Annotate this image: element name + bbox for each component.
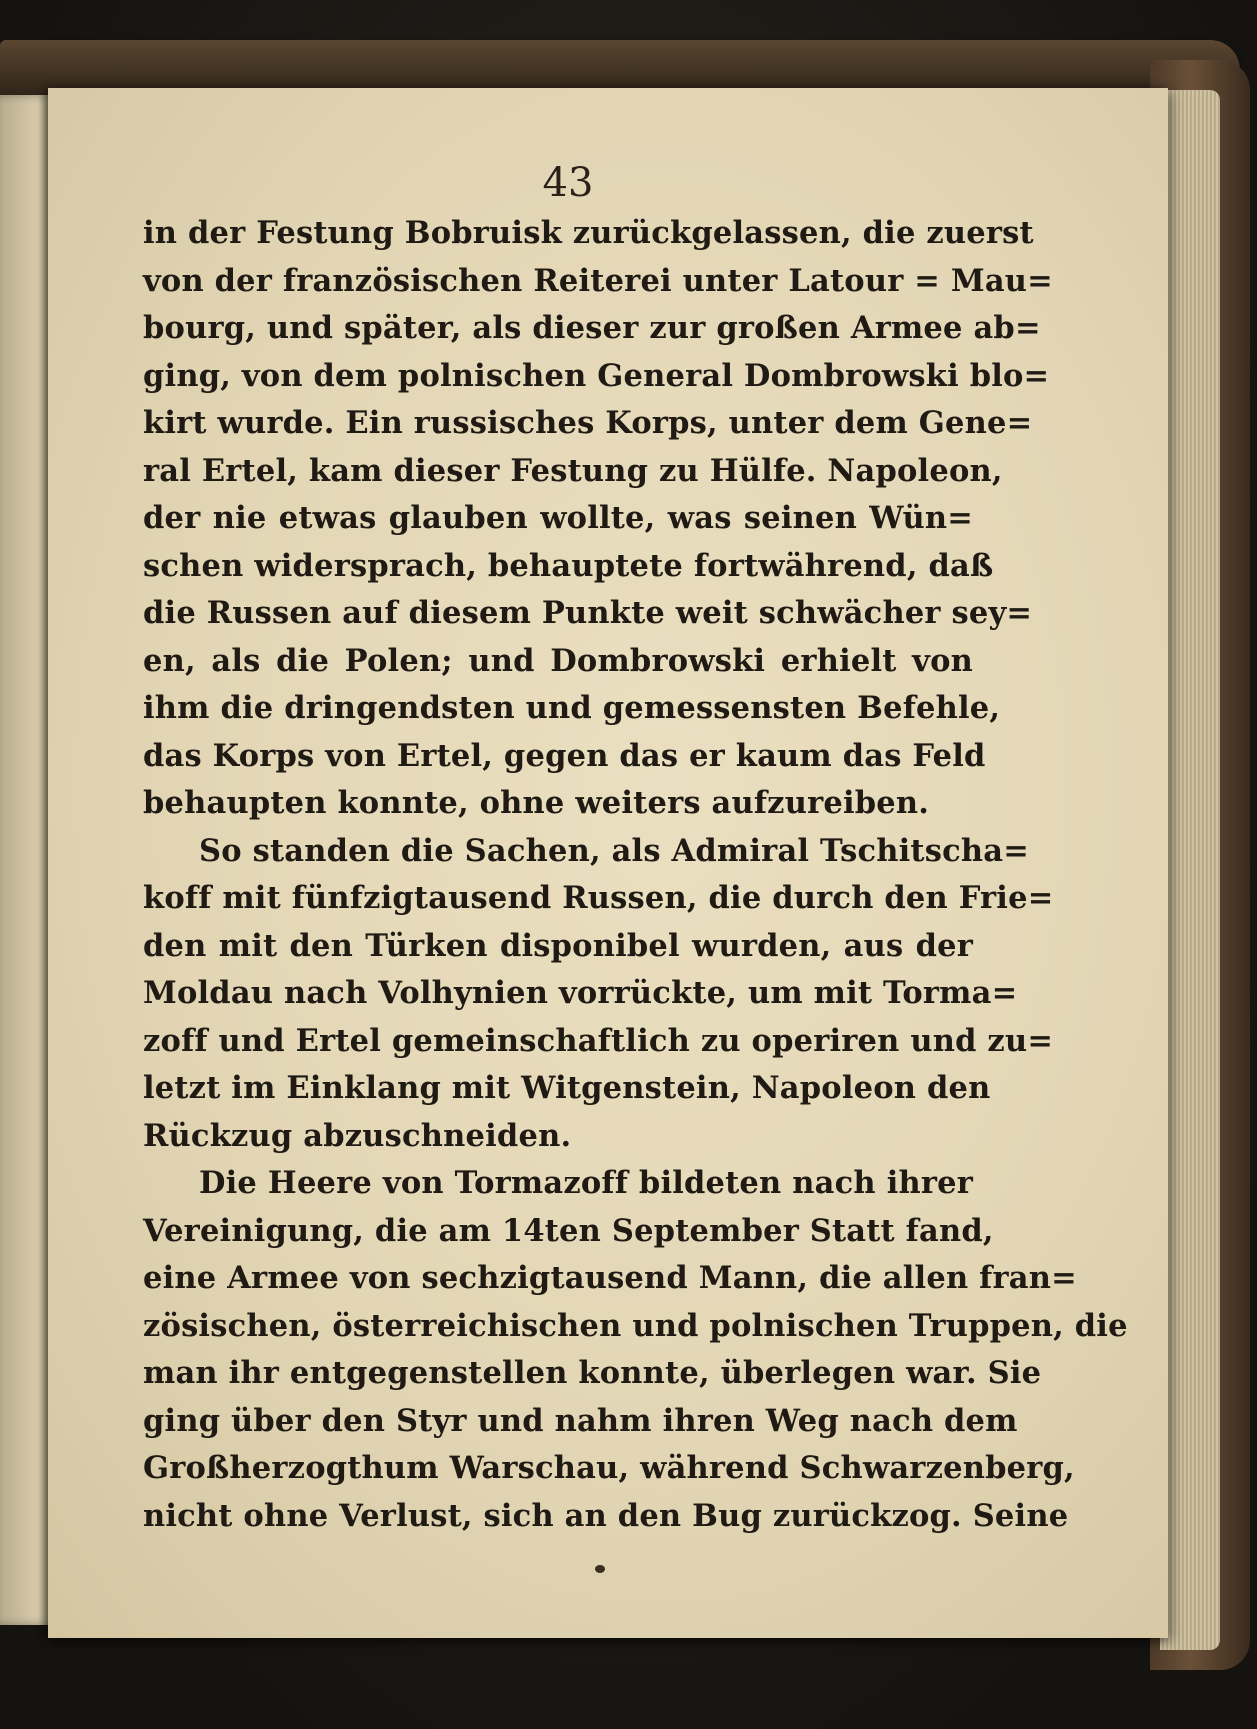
text-line: koff mit fünfzigtausend Russen, die durch den Frie= [143, 880, 1054, 916]
page-edges-stack [1160, 90, 1220, 1650]
text-line: eine Armee von sechzigtausend Mann, die allen fran= [143, 1260, 1077, 1296]
paragraph-1 [143, 210, 1053, 828]
text-line: man ihr entgegenstellen konnte, überlegen war. Sie [143, 1355, 1042, 1391]
text-line: Vereinigung, die am 14ten September Statt fand, [143, 1212, 994, 1249]
text-line: den mit den Türken disponibel wurden, aus der [143, 927, 973, 964]
text-line: die Russen auf diesem Punkte weit schwächer sey= [143, 595, 1033, 631]
text-line: ging, von dem polnischen General Dombrowski blo= [143, 357, 1050, 394]
text-line: Die Heere von Tormazoff bildeten nach ihrer [199, 1165, 973, 1201]
text-line: kirt wurde. Ein russisches Korps, unter dem Gene= [143, 405, 1033, 441]
text-line: zoff und Ertel gemeinschaftlich zu operiren und zu= [143, 1022, 1054, 1059]
book-page [48, 88, 1168, 1638]
page-text [143, 210, 1128, 1540]
page-number: 43 [542, 160, 594, 206]
text-line: ral Ertel, kam dieser Festung zu Hülfe. Napoleon, [143, 452, 1003, 489]
text-line: ging über den Styr und nahm ihren Weg nach dem [143, 1402, 1018, 1439]
text-line: bourg, und später, als dieser zur großen Armee ab= [143, 310, 1041, 346]
text-line: letzt im Einklang mit Witgenstein, Napoleon den [143, 1070, 991, 1106]
text-line: zösischen, österreichischen und polnischen Truppen, die [143, 1307, 1128, 1344]
ink-spot [595, 1565, 605, 1573]
text-line: nicht ohne Verlust, sich an den Bug zurückzog. Seine [143, 1497, 1069, 1534]
text-line: So standen die Sachen, als Admiral Tschitscha= [199, 832, 1029, 869]
text-line: der nie etwas glauben wollte, was seinen Wün= [143, 500, 973, 536]
text-line: behaupten konnte, ohne weiters aufzureiben. [143, 785, 930, 821]
paragraph-2 [143, 828, 1054, 1161]
text-line: das Korps von Ertel, gegen das er kaum das Feld [143, 737, 986, 774]
text-line: Rückzug abzuschneiden. [143, 1117, 572, 1154]
previous-page-edge [0, 95, 55, 1625]
paragraph-3 [143, 1160, 1128, 1540]
text-line: ihm die dringendsten und gemessensten Befehle, [143, 690, 1001, 726]
text-line: in der Festung Bobruisk zurückgelassen, die zuerst [143, 215, 1034, 251]
text-line: von der französischen Reiterei unter Latour = Mau= [143, 262, 1053, 299]
text-line: Moldau nach Volhynien vorrückte, um mit Torma= [143, 975, 1018, 1011]
text-line: Großherzogthum Warschau, während Schwarzenberg, [143, 1450, 1075, 1486]
text-line: en, als die Polen; und Dombrowski erhielt von [143, 642, 973, 679]
text-line: schen widersprach, behauptete fortwährend, daß [143, 547, 994, 584]
